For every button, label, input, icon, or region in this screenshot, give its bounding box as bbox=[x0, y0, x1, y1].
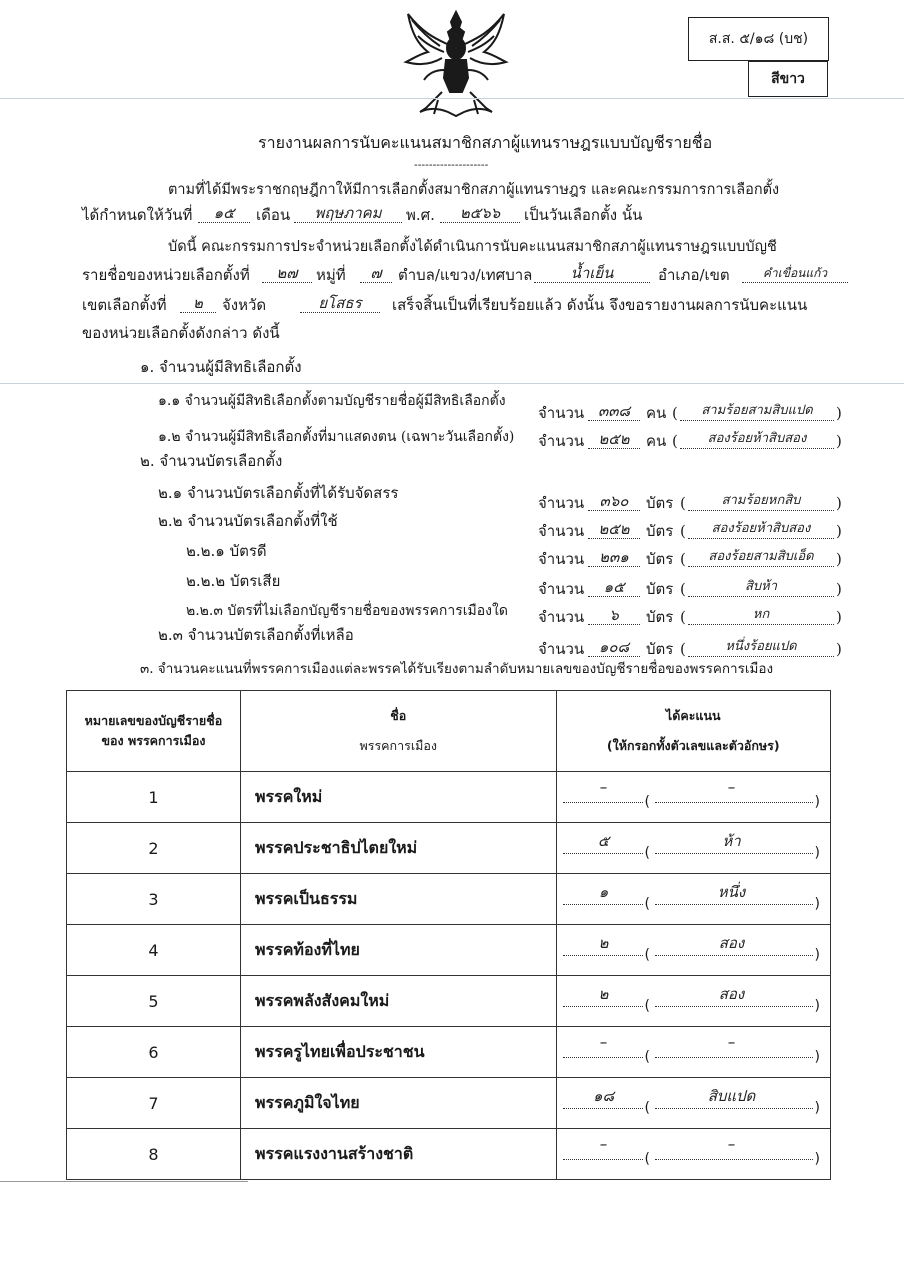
table-row bbox=[67, 976, 831, 1027]
section-2-2-2: ๒.๒.๒ บัตรเสีย bbox=[186, 572, 281, 590]
party-number-cell bbox=[67, 1078, 241, 1129]
moo-field: ๗ bbox=[360, 264, 392, 283]
open-paren-2-2-3: ( bbox=[680, 608, 686, 626]
count-2-3-words: หนึ่งร้อยแปด bbox=[688, 638, 834, 657]
score-cell bbox=[556, 925, 831, 976]
close-paren-2-2-3: ) bbox=[836, 608, 842, 626]
scan-line-top bbox=[0, 98, 904, 99]
party-number: 5 bbox=[148, 991, 159, 1011]
party-number-cell bbox=[67, 874, 241, 925]
party-name-cell bbox=[240, 976, 556, 1027]
ballot-label-2-1: บัตร bbox=[646, 494, 674, 512]
page-title: รายงานผลการนับคะแนนสมาชิกสภาผู้แทนราษฎรแบบบัญชีรายชื่อ bbox=[258, 133, 713, 152]
score-words: – bbox=[727, 778, 736, 796]
score-number-dots bbox=[563, 955, 643, 956]
color-label: สีขาว bbox=[771, 71, 805, 87]
form-code: ส.ส. ๕/๑๘ (บช) bbox=[708, 31, 809, 47]
party-number: 6 bbox=[148, 1042, 159, 1062]
score-close-paren: ) bbox=[814, 1100, 820, 1116]
footer-rule bbox=[0, 1181, 248, 1182]
intro-para2-line1: บัดนี้ คณะกรรมการประจำหน่วยเลือกตั้งได้ดำเนินการนับคะแนนสมาชิกสภาผู้แทนราษฎรแบบบัญชี bbox=[168, 239, 777, 255]
section-1-2: ๑.๒ จำนวนผู้มีสิทธิเลือกตั้งที่มาแสดงตน (เฉพาะวันเลือกตั้ง) bbox=[158, 429, 515, 445]
intro-line-1: ตามที่ได้มีพระราชกฤษฎีกาให้มีการเลือกตั้งสมาชิกสภาผู้แทนราษฎร และคณะกรรมการการเลือกตั้ง bbox=[168, 182, 780, 198]
count-2-2-2-num: ๑๕ bbox=[588, 578, 640, 597]
party-name: พรรคใหม่ bbox=[254, 786, 323, 806]
close-paren-1-2: ) bbox=[836, 432, 842, 450]
person-label-1-2: คน bbox=[646, 432, 667, 450]
count-2-1-num: ๓๖๐ bbox=[588, 492, 640, 511]
score-number: ๑๘ bbox=[592, 1087, 615, 1105]
amount-label-2-2-3: จำนวน bbox=[538, 608, 585, 626]
score-open-paren: ( bbox=[644, 1100, 650, 1116]
section-2-3: ๒.๓ จำนวนบัตรเลือกตั้งที่เหลือ bbox=[158, 626, 354, 644]
amount-label-1-1: จำนวน bbox=[538, 404, 585, 422]
score-words-dots bbox=[655, 1006, 813, 1007]
form-code-box bbox=[688, 17, 829, 61]
ballot-label-2-3: บัตร bbox=[646, 640, 674, 658]
score-number-dots bbox=[563, 1006, 643, 1007]
open-paren-2-2-2: ( bbox=[680, 580, 686, 598]
score-number-dots bbox=[563, 1108, 643, 1109]
score-words-dots bbox=[655, 955, 813, 956]
score-close-paren: ) bbox=[814, 896, 820, 912]
close-paren-2-1: ) bbox=[836, 494, 842, 512]
amount-label-2-2-1: จำนวน bbox=[538, 550, 585, 568]
count-1-1-words: สามร้อยสามสิบแปด bbox=[680, 402, 834, 421]
open-paren-2-1: ( bbox=[680, 494, 686, 512]
score-open-paren: ( bbox=[644, 998, 650, 1014]
score-number-dots bbox=[563, 853, 643, 854]
count-2-3-num: ๑๐๘ bbox=[588, 638, 640, 657]
province-label: จังหวัด bbox=[222, 296, 267, 314]
close-paren-2-3: ) bbox=[836, 640, 842, 658]
section-2-2-3: ๒.๒.๓ บัตรที่ไม่เลือกบัญชีรายชื่อของพรรคการเมืองใด bbox=[186, 603, 508, 619]
party-name: พรรคเป็นธรรม bbox=[254, 888, 358, 908]
party-number: 4 bbox=[148, 940, 159, 960]
amount-label-1-2: จำนวน bbox=[538, 432, 585, 450]
party-name-cell bbox=[240, 1129, 556, 1180]
score-words: สอง bbox=[718, 985, 745, 1003]
unit-label: รายชื่อของหน่วยเลือกตั้งที่ bbox=[82, 266, 250, 284]
table-row bbox=[67, 1129, 831, 1180]
score-open-paren: ( bbox=[644, 1151, 650, 1167]
score-open-paren: ( bbox=[644, 794, 650, 810]
open-paren-2-2-1: ( bbox=[680, 550, 686, 568]
table-row bbox=[67, 1078, 831, 1129]
section-3-heading: ๓. จำนวนคะแนนที่พรรคการเมืองแต่ละพรรคได้รับเรียงตามลำดับหมายเลขของบัญชีรายชื่อของพรรคการเมือง bbox=[140, 661, 774, 677]
table-row bbox=[67, 874, 831, 925]
score-cell bbox=[556, 1078, 831, 1129]
section-1-heading: ๑. จำนวนผู้มีสิทธิเลือกตั้ง bbox=[140, 358, 302, 376]
party-name-cell bbox=[240, 925, 556, 976]
score-cell bbox=[556, 823, 831, 874]
score-words: ห้า bbox=[722, 832, 741, 850]
score-words-dots bbox=[655, 1057, 813, 1058]
open-paren-2-3: ( bbox=[680, 640, 686, 658]
district-field: ๒ bbox=[180, 294, 216, 313]
title-underline: -------------------- bbox=[414, 158, 489, 171]
score-cell bbox=[556, 976, 831, 1027]
section-2-heading: ๒. จำนวนบัตรเลือกตั้ง bbox=[140, 452, 283, 470]
amount-label-2-1: จำนวน bbox=[538, 494, 585, 512]
ballot-label-2-2-2: บัตร bbox=[646, 580, 674, 598]
score-open-paren: ( bbox=[644, 947, 650, 963]
score-words-dots bbox=[655, 853, 813, 854]
score-close-paren: ) bbox=[814, 947, 820, 963]
party-name-cell bbox=[240, 874, 556, 925]
count-2-2-1-num: ๒๓๑ bbox=[588, 548, 640, 567]
score-words-dots bbox=[655, 802, 813, 803]
party-name: พรรคแรงงานสร้างชาติ bbox=[254, 1143, 414, 1163]
party-number: 7 bbox=[148, 1093, 159, 1113]
intro-line-4-suffix: เสร็จสิ้นเป็นที่เรียบร้อยแล้ว ดังนั้น จึงขอรายงานผลการนับคะแนน bbox=[392, 296, 808, 314]
party-name-cell bbox=[240, 1027, 556, 1078]
party-name: พรรครูไทยเพื่อประชาชน bbox=[254, 1041, 425, 1061]
year-field: ๒๕๖๖ bbox=[440, 204, 520, 223]
count-2-2-2-words: สิบห้า bbox=[688, 578, 834, 597]
unit-field: ๒๗ bbox=[262, 264, 312, 283]
score-words: สอง bbox=[718, 934, 745, 952]
table-row bbox=[67, 1027, 831, 1078]
score-words: หนึ่ง bbox=[717, 883, 746, 901]
section-2-2: ๒.๒ จำนวนบัตรเลือกตั้งที่ใช้ bbox=[158, 512, 338, 530]
score-cell bbox=[556, 1027, 831, 1078]
section-2-1: ๒.๑ จำนวนบัตรเลือกตั้งที่ได้รับจัดสรร bbox=[158, 484, 399, 502]
party-name-cell bbox=[240, 1078, 556, 1129]
party-votes-table bbox=[66, 690, 831, 1180]
count-2-2-words: สองร้อยห้าสิบสอง bbox=[688, 520, 834, 539]
ballot-label-2-2-1: บัตร bbox=[646, 550, 674, 568]
score-close-paren: ) bbox=[814, 845, 820, 861]
amphoe-field: คำเขื่อนแก้ว bbox=[742, 264, 848, 283]
close-paren-2-2-1: ) bbox=[836, 550, 842, 568]
score-number: ๑ bbox=[598, 883, 609, 901]
open-paren-1-1: ( bbox=[672, 404, 678, 422]
score-close-paren: ) bbox=[814, 1049, 820, 1065]
score-open-paren: ( bbox=[644, 1049, 650, 1065]
table-row bbox=[67, 772, 831, 823]
score-close-paren: ) bbox=[814, 998, 820, 1014]
close-paren-2-2: ) bbox=[836, 522, 842, 540]
count-2-1-words: สามร้อยหกสิบ bbox=[688, 492, 834, 511]
score-number: ๒ bbox=[598, 934, 609, 952]
score-number: ๕ bbox=[597, 832, 610, 850]
count-2-2-3-num: ๖ bbox=[588, 606, 640, 625]
score-cell bbox=[556, 772, 831, 823]
header-party-name: ชื่อ พรรคการเมือง bbox=[240, 691, 556, 772]
score-number-dots bbox=[563, 1159, 643, 1160]
score-number: – bbox=[599, 1033, 608, 1051]
party-number: 3 bbox=[148, 889, 159, 909]
score-close-paren: ) bbox=[814, 794, 820, 810]
count-1-2-num: ๒๕๒ bbox=[588, 430, 640, 449]
open-paren-1-2: ( bbox=[672, 432, 678, 450]
party-name-cell bbox=[240, 823, 556, 874]
score-cell bbox=[556, 874, 831, 925]
garuda-emblem-icon bbox=[398, 8, 514, 120]
count-2-2-3-words: หก bbox=[688, 606, 834, 625]
open-paren-2-2: ( bbox=[680, 522, 686, 540]
section-1-1: ๑.๑ จำนวนผู้มีสิทธิเลือกตั้งตามบัญชีรายชื่อผู้มีสิทธิเลือกตั้ง bbox=[158, 393, 506, 409]
ballot-label-2-2: บัตร bbox=[646, 522, 674, 540]
count-1-2-words: สองร้อยห้าสิบสอง bbox=[680, 430, 834, 449]
amount-label-2-2-2: จำนวน bbox=[538, 580, 585, 598]
color-label-box bbox=[748, 61, 828, 97]
day-field: ๑๕ bbox=[198, 204, 250, 223]
ballot-label-2-2-3: บัตร bbox=[646, 608, 674, 626]
party-number-cell bbox=[67, 1027, 241, 1078]
party-name: พรรคท้องที่ไทย bbox=[254, 939, 360, 959]
score-words: สิบแปด bbox=[707, 1087, 756, 1105]
table-row bbox=[67, 925, 831, 976]
person-label-1-1: คน bbox=[646, 404, 667, 422]
count-2-2-num: ๒๕๒ bbox=[588, 520, 640, 539]
tambon-field: น้ำเย็น bbox=[534, 264, 650, 283]
party-number-cell bbox=[67, 772, 241, 823]
score-open-paren: ( bbox=[644, 896, 650, 912]
score-words: – bbox=[727, 1135, 736, 1153]
amount-label-2-2: จำนวน bbox=[538, 522, 585, 540]
month-field: พฤษภาคม bbox=[294, 204, 402, 223]
party-name: พรรคพลังสังคมใหม่ bbox=[254, 990, 390, 1010]
month-label: เดือน bbox=[256, 206, 291, 224]
party-number-cell bbox=[67, 925, 241, 976]
score-words-dots bbox=[655, 1108, 813, 1109]
party-number: 8 bbox=[148, 1144, 159, 1164]
close-paren-2-2-2: ) bbox=[836, 580, 842, 598]
province-field: ยโสธร bbox=[300, 294, 380, 313]
party-name: พรรคภูมิใจไทย bbox=[254, 1092, 360, 1112]
score-open-paren: ( bbox=[644, 845, 650, 861]
scan-line-mid bbox=[0, 383, 904, 384]
score-close-paren: ) bbox=[814, 1151, 820, 1167]
count-2-2-1-words: สองร้อยสามสิบเอ็ด bbox=[688, 548, 834, 567]
intro-line-2-prefix: ได้กำหนดให้วันที่ bbox=[82, 206, 193, 224]
party-number-cell bbox=[67, 823, 241, 874]
header-party-number: หมายเลขของบัญชีรายชื่อของ พรรคการเมือง bbox=[67, 691, 241, 772]
party-name: พรรคประชาธิปไตยใหม่ bbox=[254, 837, 418, 857]
close-paren-1-1: ) bbox=[836, 404, 842, 422]
score-number-dots bbox=[563, 904, 643, 905]
score-number-dots bbox=[563, 802, 643, 803]
score-cell bbox=[556, 1129, 831, 1180]
amount-label-2-3: จำนวน bbox=[538, 640, 585, 658]
score-number: – bbox=[599, 1135, 608, 1153]
party-number: 1 bbox=[148, 787, 159, 807]
year-label: พ.ศ. bbox=[406, 206, 435, 224]
intro-line-5: ของหน่วยเลือกตั้งดังกล่าว ดังนี้ bbox=[82, 324, 280, 342]
district-label: เขตเลือกตั้งที่ bbox=[82, 296, 167, 314]
score-number: ๒ bbox=[598, 985, 609, 1003]
moo-label: หมู่ที่ bbox=[316, 266, 346, 284]
section-2-2-1: ๒.๒.๑ บัตรดี bbox=[186, 542, 267, 560]
header-score: ได้คะแนน (ให้กรอกทั้งตัวเลขและตัวอักษร) bbox=[556, 691, 831, 772]
amphoe-label: อำเภอ/เขต bbox=[658, 266, 730, 284]
intro-line-2-suffix: เป็นวันเลือกตั้ง นั้น bbox=[524, 206, 643, 224]
party-name-cell bbox=[240, 772, 556, 823]
tambon-label: ตำบล/แขวง/เทศบาล bbox=[398, 266, 533, 284]
score-words-dots bbox=[655, 904, 813, 905]
table-header-row bbox=[67, 691, 831, 772]
score-number-dots bbox=[563, 1057, 643, 1058]
party-number: 2 bbox=[148, 838, 159, 858]
count-1-1-num: ๓๓๘ bbox=[588, 402, 640, 421]
score-number: – bbox=[599, 778, 608, 796]
table-row bbox=[67, 823, 831, 874]
party-number-cell bbox=[67, 1129, 241, 1180]
score-words-dots bbox=[655, 1159, 813, 1160]
party-number-cell bbox=[67, 976, 241, 1027]
score-words: – bbox=[727, 1033, 736, 1051]
